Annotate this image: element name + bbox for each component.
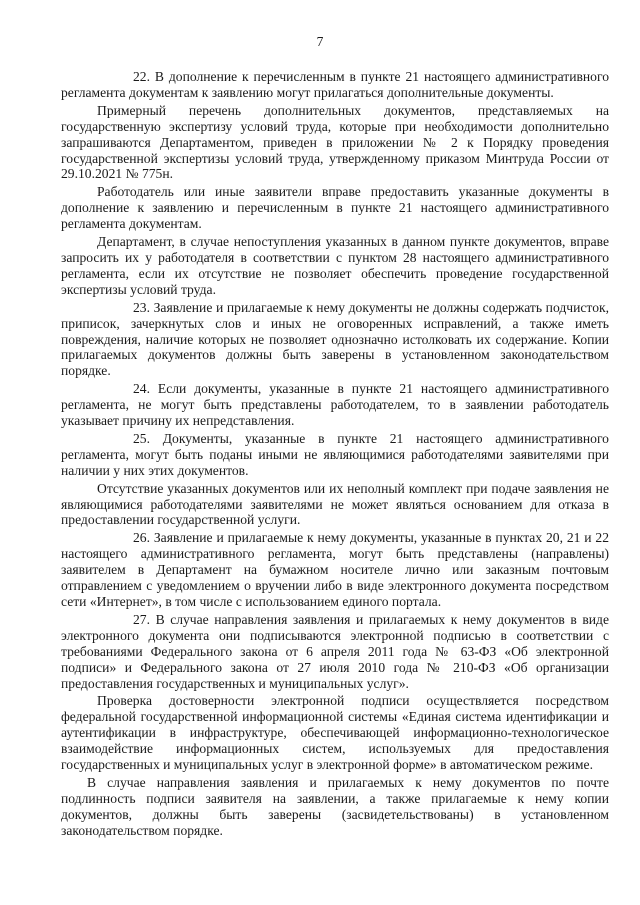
paragraph-23 [61, 300, 609, 380]
paragraph-text: В дополнение к перечисленным в пункте 21 настоящего административного регламента документам к заявлению могут прилагаться дополнительные документы. [61, 69, 610, 100]
paragraph-text: Работодатель или иные заявители вправе предоставить указанные документы в дополнение к заявлению и перечисленным в пункте 21 настоящего административного регламента документам. [61, 184, 609, 232]
paragraph-number: 25. [133, 430, 150, 446]
paragraph-22-additional-list [61, 103, 609, 183]
paragraph-text: Документы, указанные в пункте 21 настоящего административного регламента, могут быть поданы иными не являющимися работодателями заявителями при наличии у них этих документов. [61, 430, 609, 478]
paragraph-22 [61, 69, 609, 101]
paragraph-text: Примерный перечень дополнительных документов, представляемых на государственную экспертизу условий труда, которые при необходимости дополнительно запрашиваются Департаментом, приведен в приложении № 2 к Порядку проведения государственной экспертизы условий труда, утвержденному приказом Минтруда России от 29.10.2021 № 775н. [61, 102, 609, 182]
paragraph-26 [61, 530, 609, 610]
paragraph-22-department-request [61, 234, 609, 298]
paragraph-27-signature-check [61, 693, 609, 773]
paragraph-number: 27. [133, 611, 150, 627]
paragraph-number: 22. [133, 69, 150, 84]
paragraph-text: Заявление и прилагаемые к нему документы, указанные в пунктах 20, 21 и 22 настоящего административного регламента, могут быть представлены (направлены) заявителем в Департамент на бумажном носителе лично или заказным почтовым отправлением с уведомлением о вручении либо в виде электронного документа посредством сети «Интернет», в том числе с использованием единого портала. [61, 530, 609, 609]
document-body [61, 69, 609, 841]
paragraph-27 [61, 612, 609, 692]
paragraph-text: В случае направления заявления и прилагаемых к нему документов в виде электронного документа они подписываются электронной подписью в соответствии с требованиями Федерального закона от 6 апреля 2011 года № 63-ФЗ «Об электронной подписи» и Федерального закона от 27 июля 2010 года № 210-ФЗ «Об организации предоставления государственных и муниципальных услуг». [61, 611, 609, 691]
paragraph-number: 24. [133, 381, 150, 397]
paragraph-text: В случае направления заявления и прилагаемых к нему документов по почте подлинность подписи заявителя на заявлении, а также прилагаемые к нему копии документов, должны быть заверены (засвидетельствованы) в установленном законодательством порядке. [61, 774, 609, 838]
paragraph-number: 26. [133, 530, 150, 546]
paragraph-25-absence [61, 481, 609, 529]
paragraph-25 [61, 431, 609, 479]
paragraph-22-employer-right [61, 184, 609, 232]
paragraph-27-postal [61, 775, 609, 839]
paragraph-text: Департамент, в случае непоступления указанных в данном пункте документов, вправе запросить их у работодателя в соответствии с пунктом 28 настоящего административного регламента, если их отсутствие не позволяет обеспечить проведение государственной экспертизы условий труда. [61, 234, 609, 297]
paragraph-text: Если документы, указанные в пункте 21 настоящего административного регламента, не могут быть представлены работодателем, то в заявлении работодатель указывает причину их непредставления. [61, 381, 609, 429]
paragraph-text: Отсутствие указанных документов или их неполный комплект при подаче заявления не являющимися работодателями заявителями не может являться основанием для отказа в предоставлении государственной услуги. [61, 480, 609, 528]
paragraph-24 [61, 381, 609, 429]
page-number: 7 [316, 34, 324, 49]
paragraph-number: 23. [133, 299, 150, 315]
paragraph-text: Заявление и прилагаемые к нему документы не должны содержать подчисток, приписок, зачеркнутых слов и иных не оговоренных исправлений, а также иметь повреждения, наличие которых не позволяет однозначно истолковать их содержание. Копии прилагаемых документов должны быть заверены в установленном законодательством порядке. [61, 299, 609, 379]
paragraph-text: Проверка достоверности электронной подписи осуществляется посредством федеральной государственной информационной системы «Единая система идентификации и аутентификации в инфраструктуре, обеспечивающей информационно-технологическое взаимодействие информационных систем, используемых для предоставления государственных и муниципальных услуг в электронной форме» в автоматическом режиме. [61, 693, 609, 773]
